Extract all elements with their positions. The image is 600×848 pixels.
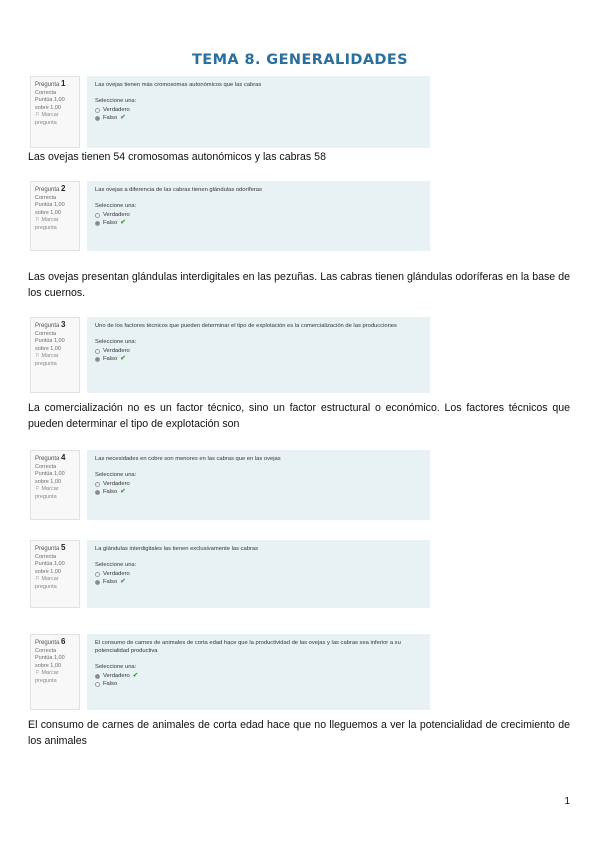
question-label: Pregunta <box>35 640 60 646</box>
radio-button-selected[interactable] <box>95 580 100 585</box>
radio-button[interactable] <box>95 108 100 113</box>
option-true[interactable] <box>95 570 422 578</box>
checkmark-icon: ✔ <box>120 578 126 585</box>
flag-icon[interactable]: ⚐ <box>35 670 40 676</box>
question-screenshot-4 <box>30 450 430 520</box>
select-prompt: Seleccione una: <box>95 562 137 568</box>
question-number: 5 <box>61 543 66 552</box>
question-number: 4 <box>61 453 66 462</box>
radio-button-selected[interactable] <box>95 490 100 495</box>
explanation-2: Las ovejas presentan glándulas interdigitales en las pezuñas. Las cabras tienen glándulas odoríferas en la base de los cuernos. <box>28 271 570 299</box>
question-screenshot-3 <box>30 317 430 393</box>
radio-button[interactable] <box>95 572 100 577</box>
radio-button-selected[interactable] <box>95 674 100 679</box>
question-number: 2 <box>61 184 66 193</box>
question-label: Pregunta <box>35 323 60 329</box>
flag-question-link[interactable]: Marcar pregunta <box>35 353 59 367</box>
question-info-panel <box>30 181 80 251</box>
question-text: La glándulas interdigitales las tienen exclusivamente las cabras <box>95 546 259 552</box>
option-true[interactable] <box>95 106 422 114</box>
option-label: Falso <box>103 220 118 226</box>
option-label: Falso <box>103 579 118 585</box>
select-prompt: Seleccione una: <box>95 203 137 209</box>
explanation-6: El consumo de carnes de animales de corta edad hace que no lleguemos a ver la potencialidad de crecimiento de los animales <box>28 719 570 747</box>
flag-question-link[interactable]: Marcar pregunta <box>35 217 59 231</box>
question-text: Uno de los factores técnicos que pueden determinar el tipo de explotación es la comercialización de las producciones <box>95 323 397 329</box>
flag-icon[interactable]: ⚐ <box>35 112 40 118</box>
question-label: Pregunta <box>35 82 60 88</box>
question-label: Pregunta <box>35 187 60 193</box>
radio-button[interactable] <box>95 682 100 687</box>
option-label: Falso <box>103 489 118 495</box>
question-info-panel <box>30 317 80 393</box>
question-content <box>87 76 430 148</box>
page-number: 1 <box>564 796 570 807</box>
question-content <box>87 181 430 251</box>
flag-icon[interactable]: ⚐ <box>35 353 40 359</box>
question-info-panel <box>30 450 80 520</box>
question-content <box>87 317 430 393</box>
question-screenshot-6 <box>30 634 430 710</box>
flag-question-link[interactable]: Marcar pregunta <box>35 670 59 684</box>
checkmark-icon: ✔ <box>120 114 126 121</box>
select-prompt: Seleccione una: <box>95 664 137 670</box>
question-screenshot-1 <box>30 76 430 148</box>
checkmark-icon: ✔ <box>132 672 139 679</box>
option-label: Verdadero <box>103 481 130 487</box>
option-label: Verdadero <box>103 348 130 354</box>
option-label: Verdadero <box>103 571 130 577</box>
question-score: Puntúa 1,00 sobre 1,00 <box>35 561 65 575</box>
option-true[interactable] <box>95 480 422 488</box>
option-label: Verdadero <box>103 107 130 113</box>
option-label: Falso <box>103 115 118 121</box>
option-false[interactable] <box>95 355 422 363</box>
question-status: Correcta <box>35 194 57 201</box>
radio-button-selected[interactable] <box>95 357 100 362</box>
radio-button[interactable] <box>95 482 100 487</box>
option-label: Falso <box>103 681 118 687</box>
option-true[interactable] <box>95 672 422 680</box>
question-info-panel <box>30 76 80 148</box>
question-text: Las necesidades en cobre son menores en las cabras que en las ovejas <box>95 456 281 462</box>
question-screenshot-2 <box>30 181 430 251</box>
page-title: TEMA 8. GENERALIDADES <box>191 52 409 68</box>
checkmark-icon: ✔ <box>120 219 126 226</box>
question-score: Puntúa 1,00 sobre 1,00 <box>35 202 65 216</box>
question-status: Correcta <box>35 647 57 654</box>
question-score: Puntúa 1,00 sobre 1,00 <box>35 471 65 485</box>
option-false[interactable] <box>95 488 422 496</box>
explanation-1: Las ovejas tienen 54 cromosomas autonómicos y las cabras 58 <box>28 151 326 163</box>
question-label: Pregunta <box>35 546 60 552</box>
option-label: Verdadero <box>103 673 130 679</box>
question-status: Correcta <box>35 330 57 337</box>
option-label: Verdadero <box>103 212 130 218</box>
radio-button[interactable] <box>95 349 100 354</box>
flag-icon[interactable]: ⚐ <box>35 576 40 582</box>
select-prompt: Seleccione una: <box>95 472 137 478</box>
question-status: Correcta <box>35 553 57 560</box>
question-score: Puntúa 1,00 sobre 1,00 <box>35 97 65 111</box>
question-number: 6 <box>61 637 66 646</box>
option-false[interactable] <box>95 680 422 688</box>
explanation-3: La comercialización no es un factor técnico, sino un factor estructural o económico. Los factores técnicos que pueden determinar el tipo de explotación son <box>28 402 570 430</box>
flag-icon[interactable]: ⚐ <box>35 486 40 492</box>
question-info-panel <box>30 540 80 608</box>
question-text: Las ovejas tienen más cromosomas autonómicos que las cabras <box>95 82 262 88</box>
question-score: Puntúa 1,00 sobre 1,00 <box>35 338 65 352</box>
question-status: Correcta <box>35 463 57 470</box>
question-label: Pregunta <box>35 456 60 462</box>
select-prompt: Seleccione una: <box>95 339 137 345</box>
flag-question-link[interactable]: Marcar pregunta <box>35 486 59 500</box>
question-text: Las ovejas a diferencia de las cabras tienen glándulas odoríferas <box>95 187 262 193</box>
question-content <box>87 450 430 520</box>
option-false[interactable] <box>95 114 422 122</box>
question-number: 1 <box>61 79 66 88</box>
question-content <box>87 540 430 608</box>
question-text: El consumo de carnes de animales de corta edad hace que la productividad de las ovejas y las cabras sea inferior a su potencialidad productiva <box>95 640 401 654</box>
option-false[interactable] <box>95 219 422 227</box>
option-true[interactable] <box>95 347 422 355</box>
question-number: 3 <box>61 320 66 329</box>
question-info-panel <box>30 634 80 710</box>
flag-icon[interactable]: ⚐ <box>35 217 40 223</box>
question-status: Correcta <box>35 89 57 96</box>
question-screenshot-5 <box>30 540 430 608</box>
option-false[interactable] <box>95 578 422 586</box>
radio-button[interactable] <box>95 213 100 218</box>
radio-button-selected[interactable] <box>95 221 100 226</box>
radio-button-selected[interactable] <box>95 116 100 121</box>
question-score: Puntúa 1,00 sobre 1,00 <box>35 655 65 669</box>
option-label: Falso <box>103 356 118 362</box>
select-prompt: Seleccione una: <box>95 98 137 104</box>
flag-question-link[interactable]: Marcar pregunta <box>35 112 59 126</box>
checkmark-icon: ✔ <box>120 355 126 362</box>
question-content <box>87 634 430 710</box>
option-true[interactable] <box>95 211 422 219</box>
flag-question-link[interactable]: Marcar pregunta <box>35 576 59 590</box>
checkmark-icon: ✔ <box>120 488 126 495</box>
